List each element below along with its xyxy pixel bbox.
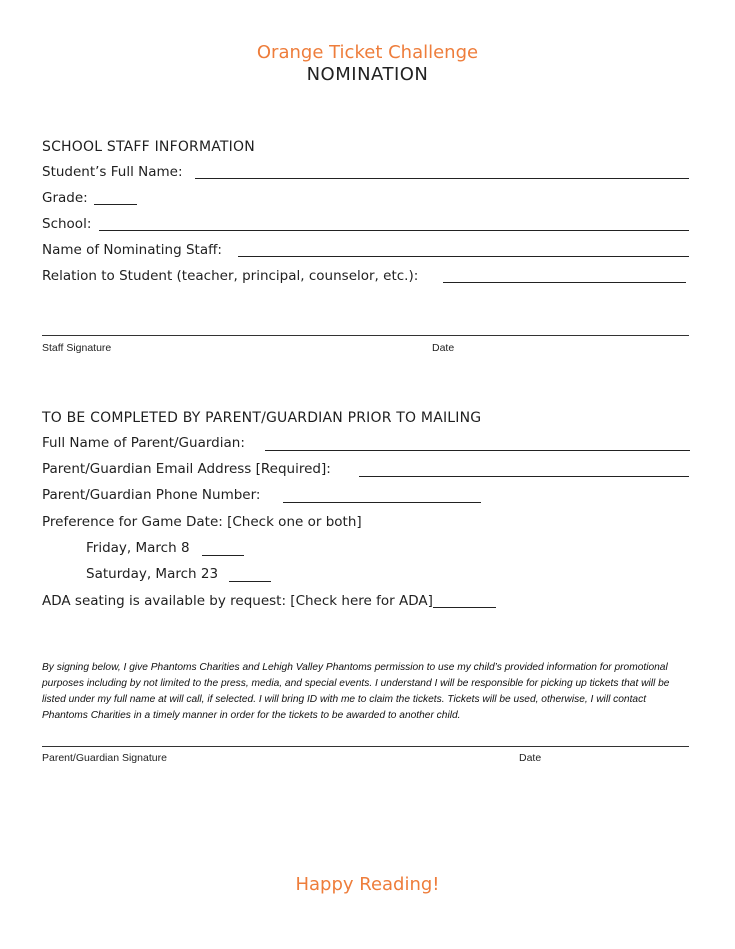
parent-signature-label: Parent/Guardian Signature <box>42 752 167 764</box>
student-name-field[interactable] <box>195 178 689 179</box>
relation-field[interactable] <box>443 282 686 283</box>
saturday-check-field[interactable] <box>229 581 271 582</box>
form-title: Orange Ticket Challenge <box>256 42 479 63</box>
school-label: School: <box>42 216 92 232</box>
grade-field[interactable] <box>94 204 137 205</box>
grade-label: Grade: <box>42 190 88 206</box>
friday-check-field[interactable] <box>202 555 244 556</box>
footer-message: Happy Reading! <box>295 874 440 895</box>
ada-check-field[interactable] <box>433 607 496 608</box>
parent-email-label: Parent/Guardian Email Address [Required]: <box>42 461 331 477</box>
parent-section-heading: TO BE COMPLETED BY PARENT/GUARDIAN PRIOR TO MAILING <box>42 410 482 426</box>
parent-date-label: Date <box>519 752 542 764</box>
parent-email-field[interactable] <box>359 476 689 477</box>
parent-signature-line[interactable] <box>42 746 689 747</box>
friday-option-label: Friday, March 8 <box>86 540 190 556</box>
nominating-staff-label: Name of Nominating Staff: <box>42 242 222 258</box>
student-name-label: Student’s Full Name: <box>42 164 183 180</box>
game-date-preference-label: Preference for Game Date: [Check one or both] <box>42 514 362 530</box>
staff-section-heading: SCHOOL STAFF INFORMATION <box>42 139 255 155</box>
form-subtitle: NOMINATION <box>306 64 429 85</box>
consent-disclaimer: By signing below, I give Phantoms Charities and Lehigh Valley Phantoms permission to use my child’s provided information for promotional purposes including by not limited to the press, media, and special events. I understand I will be responsible for picking up tickets that will be listed under my full name at will call, if selected. I will bring ID with me to claim the tickets. Tickets will be used, otherwise, I will contact Phantoms Charities in a timely manner in order for the tickets to be awarded to another child. <box>42 662 670 721</box>
staff-signature-label: Staff Signature <box>42 342 112 354</box>
parent-phone-label: Parent/Guardian Phone Number: <box>42 487 261 503</box>
ada-label: ADA seating is available by request: [Check here for ADA] <box>42 593 433 609</box>
parent-name-field[interactable] <box>265 450 690 451</box>
parent-phone-field[interactable] <box>283 502 481 503</box>
staff-signature-line[interactable] <box>42 335 689 336</box>
saturday-option-label: Saturday, March 23 <box>86 566 219 582</box>
nominating-staff-field[interactable] <box>238 256 689 257</box>
school-field[interactable] <box>99 230 689 231</box>
relation-label: Relation to Student (teacher, principal, counselor, etc.): <box>42 268 419 284</box>
staff-date-label: Date <box>432 342 455 354</box>
parent-name-label: Full Name of Parent/Guardian: <box>42 435 245 451</box>
